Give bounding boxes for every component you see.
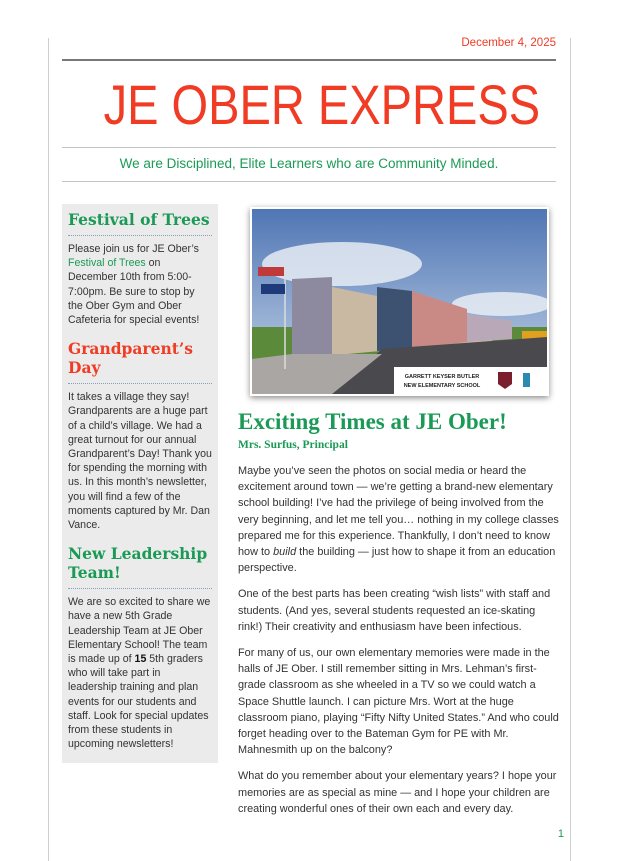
- paragraph: What do you remember about your elementary years? I hope your memories are as special as mine — and I hope your children are creating wonderful ones of their own each and every day.: [238, 770, 557, 815]
- photo-caption-line2: NEW ELEMENTARY SCHOOL: [403, 383, 481, 389]
- festival-link[interactable]: Festival of Trees: [68, 257, 146, 270]
- article-headline: Exciting Times at JE Ober!: [238, 409, 507, 434]
- divider: [68, 383, 212, 384]
- text: We are so excited to share we have a new 5th Grade Leadership Team at JE Ober Elementary School! The team is made up of: [68, 596, 211, 666]
- divider: [68, 235, 212, 236]
- page-number: 1: [557, 828, 564, 841]
- content-columns: [62, 204, 564, 841]
- photo-caption-line1: GARRETT KEYSER BUTLER: [404, 374, 480, 380]
- emphasis: build: [273, 546, 297, 559]
- festival-section: [68, 210, 212, 327]
- grandparents-text: It takes a village they say! Grandparents are a huge part of a child’s village. We had a great turnout for our annual Grandparent’s Day! Thank you for spending the morning with us. In this month’s newsletter, you will find a few of the moments captured by Mr. Dan Vance.: [68, 391, 212, 532]
- sidebar: [62, 204, 218, 763]
- newsletter-title-wrap: [62, 73, 556, 137]
- festival-heading: Festival of Trees: [68, 210, 210, 229]
- issue-date: December 4, 2025: [461, 37, 556, 49]
- text: Please join us for JE Ober’s: [68, 243, 199, 255]
- grandparents-heading: Grandparent’s Day: [68, 339, 194, 378]
- leadership-section: [68, 544, 212, 751]
- article-body: [238, 463, 562, 817]
- school-rendering-photo: [250, 207, 549, 396]
- divider: [68, 588, 212, 589]
- architect-logo: [523, 373, 530, 387]
- grandparents-section: [68, 339, 212, 532]
- leadership-text: [68, 595, 212, 751]
- text: Maybe you’ve seen the photos on social media or heard the excitement around town — we’re getting a brand-new elementary school building! I’ve had the privilege of being involved from the very beginning, and let me tell you… nothing in my college classes prepared me for this experience. Thankfully, I don’t need to know how to: [238, 465, 559, 559]
- paragraph: One of the best parts has been creating “wish lists” with staff and students. (And yes, several students requested an ice-skating rink!) Their creativity and enthusiasm have been infectious.: [238, 588, 551, 633]
- tagline: We are Disciplined, Elite Learners who are Community Minded.: [119, 156, 499, 171]
- top-rule: [62, 59, 556, 61]
- main-article: [238, 204, 568, 841]
- text: 5th graders who will take part in leadership training and plan events for our students and staff. Look for special updates from these students in upcoming newsletters!: [68, 653, 209, 751]
- paragraph: [238, 463, 562, 576]
- count: 15: [134, 653, 147, 666]
- tagline-rule: [62, 181, 556, 182]
- building-image: [252, 209, 547, 394]
- text: on December 10th from 5:00-7:00pm. Be sure to stop by the Ober Gym and Ober Cafeteria for special events!: [68, 257, 200, 327]
- article-byline: Mrs. Surfus, Principal: [238, 439, 348, 451]
- paragraph: For many of us, our own elementary memories were made in the halls of JE Ober. I still remember sitting in Mrs. Lehman’s first-grade classroom as she wheeled in a TV so we could watch a Space Shuttle launch. I can picture Mrs. Wort at the huge classroom piano, playing “Fifty Nifty United States.” And who could forget heading over to the Bateman Gym for PE with Mr. Mahnesmith up on the balcony?: [238, 647, 559, 757]
- text: the building — just how to shape it from an education perspective.: [238, 546, 556, 575]
- newsletter-title: JE OBER EXPRESS: [103, 73, 541, 136]
- leadership-heading: New Leadership Team!: [68, 544, 208, 583]
- festival-text: [68, 242, 212, 327]
